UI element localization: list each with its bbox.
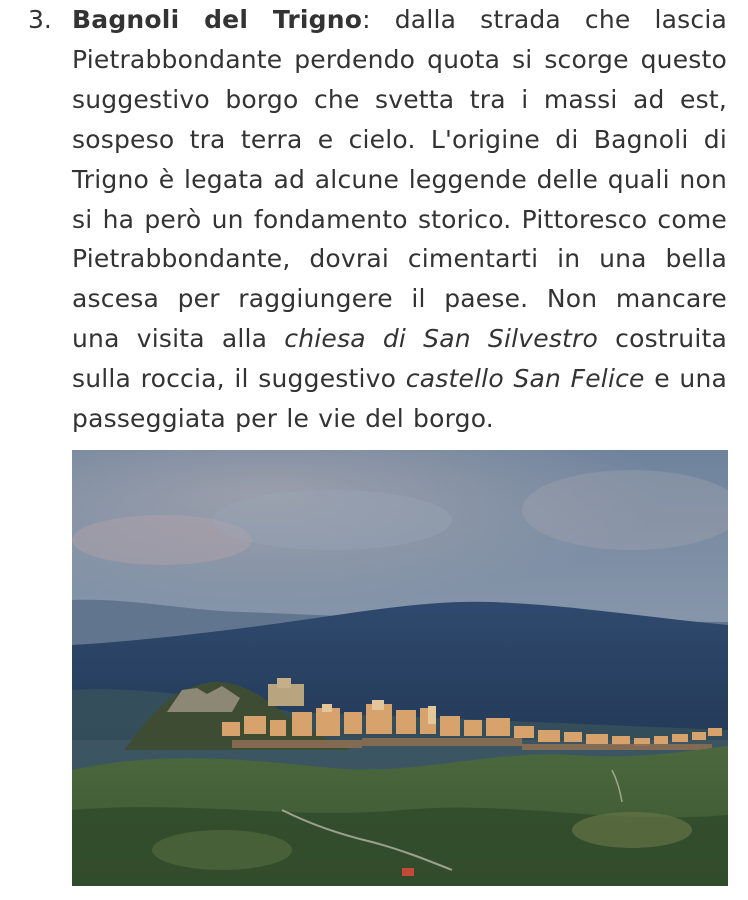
paragraph-text: : dalla strada che lascia Pietrabbondante perdendo quota si scorge questo suggestivo borgo che svetta tra i massi ad est, sospeso tra terra e cielo. L'origine di Bagnoli di Trigno è legata ad alcune leggende delle quali non si ha però un fondamento storico. Pittoresco come Pietrabbondante, dovrai cimentarti in una bella ascesa per raggiungere il paese. Non mancare una visita alla xyxy=(72,5,727,354)
castle-name: castello San Felice xyxy=(405,364,645,394)
village-photo xyxy=(72,450,728,886)
church-name: chiesa di San Silvestro xyxy=(284,324,599,354)
item-title: Bagnoli del Trigno xyxy=(72,5,363,34)
list-number: 3. xyxy=(28,5,52,34)
item-paragraph xyxy=(72,0,727,439)
paragraph-text-2: costruita sulla roccia, il suggestivo xyxy=(72,324,727,394)
paragraph-text-3: e una passeggiata per le vie del borgo. xyxy=(72,364,728,434)
